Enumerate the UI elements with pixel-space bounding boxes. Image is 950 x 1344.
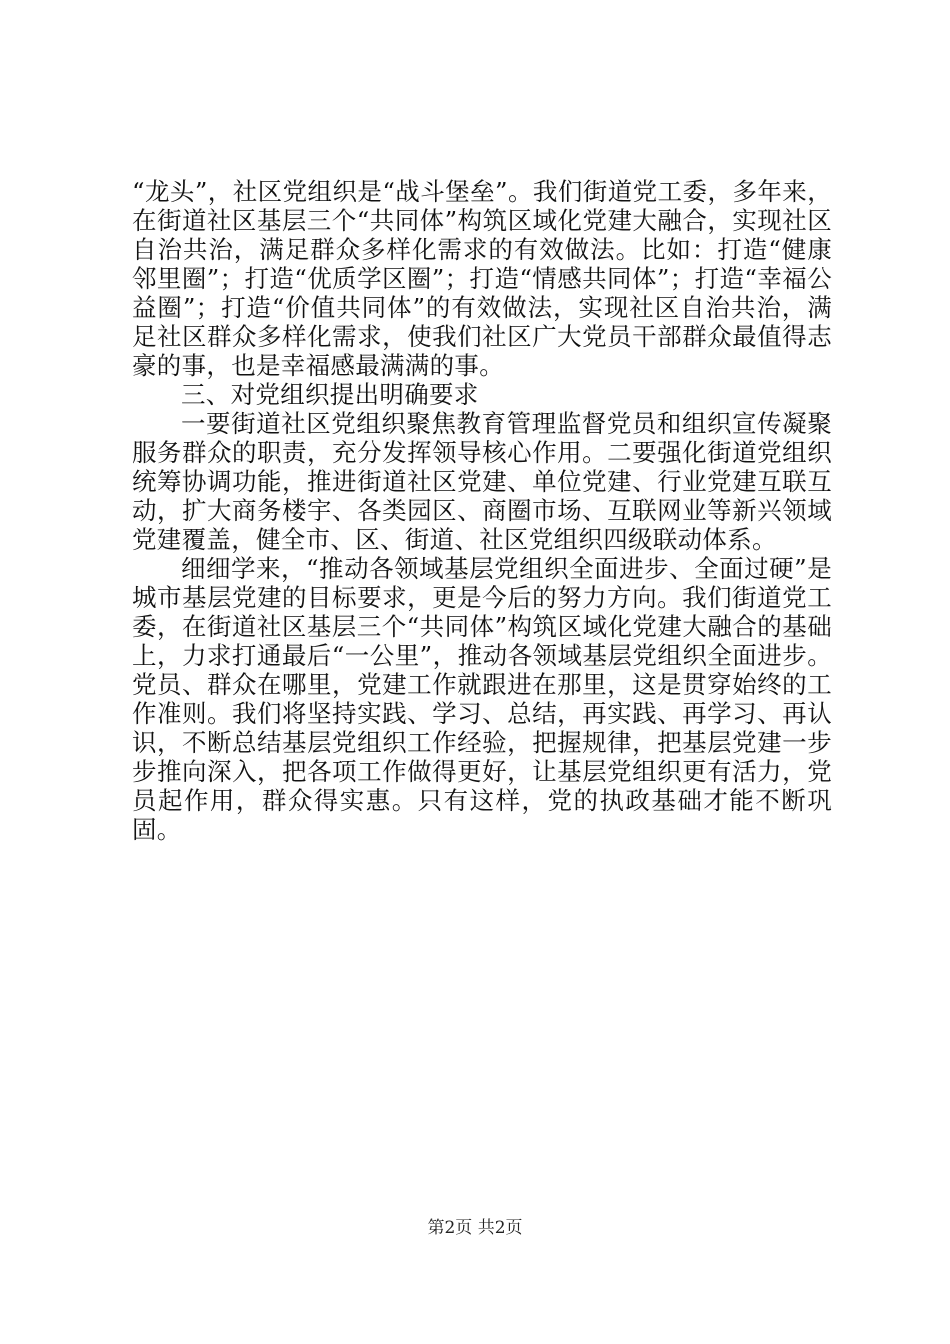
paragraph-requirements: 一要街道社区党组织聚焦教育管理监督党员和组织宣传凝聚服务群众的职责，充分发挥领导核心作用。二要强化街道党组织统筹协调功能，推进街道社区党建、单位党建、行业党建互联互动，扩大商务楼宇、各类园区、商圈市场、互联网业等新兴领域党建覆盖，健全市、区、街道、社区党组织四级联动体系。 xyxy=(132,409,832,554)
section-heading: 三、对党组织提出明确要求 xyxy=(181,380,479,409)
page-footer: 第2页 共2页 xyxy=(427,1218,523,1238)
document-body xyxy=(132,177,832,844)
paragraph-intro: “龙头”，社区党组织是“战斗堡垒”。我们街道党工委，多年来，在街道社区基层三个“共同体”构筑区域化党建大融合，实现社区自治共治，满足群众多样化需求的有效做法。比如：打造“健康邻里圈”；打造“优质学区圈”；打造“情感共同体”；打造“幸福公益圈”；打造“价值共同体”的有效做法，实现社区自治共治，满足社区群众多样化需求，使我们社区广大党员干部群众最值得志豪的事，也是幸福感最满满的事。 xyxy=(132,177,833,380)
paragraph-conclusion: 细细学来，“推动各领域基层党组织全面进步、全面过硬”是城市基层党建的目标要求，更是今后的努力方向。我们街道党工委，在街道社区基层三个“共同体”构筑区域化党建大融合的基础上，力求打通最后“一公里”，推动各领域基层党组织全面进步。党员、群众在哪里，党建工作就跟进在那里，这是贯穿始终的工作准则。我们将坚持实践、学习、总结，再实践、再学习、再认识，不断总结基层党组织工作经验，把握规律，把基层党建一步步推向深入，把各项工作做得更好，让基层党组织更有活力，党员起作用，群众得实惠。只有这样，党的执政基础才能不断巩固。 xyxy=(132,554,832,844)
